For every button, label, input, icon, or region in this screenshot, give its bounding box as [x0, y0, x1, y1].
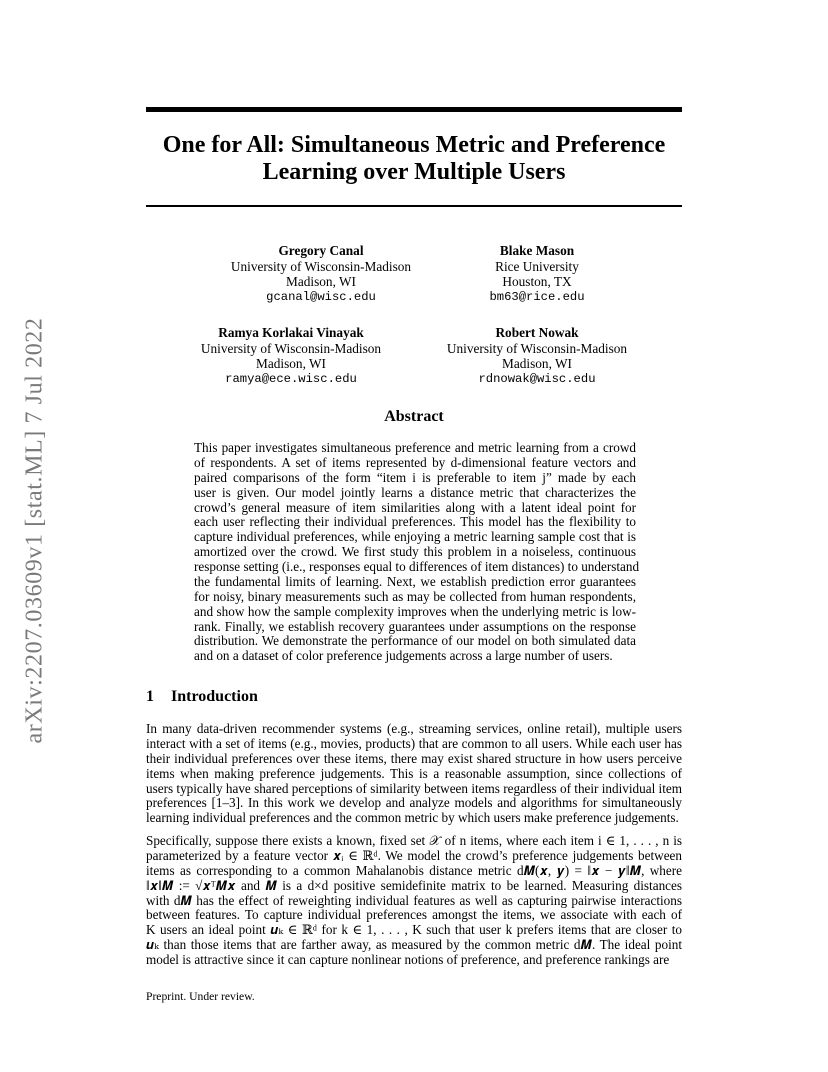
- author-name: Robert Nowak: [495, 325, 579, 340]
- title-top-rule: [146, 107, 682, 112]
- abstract-line: of respondents. A set of items represented by d-dimensional feature vectors and: [194, 454, 636, 470]
- intro-paragraph-1: [146, 722, 682, 826]
- author-affiliation: University of Wisconsin-Madison: [200, 340, 382, 356]
- abstract-line: capture individual preferences, while enjoying a metric learning sample cost that is: [194, 529, 636, 545]
- author-affiliation: Rice University: [495, 258, 579, 274]
- author-email: bm63@rice.edu: [489, 289, 585, 304]
- abstract-line: and show how the sample complexity improves when the underlying metric is low-: [194, 603, 636, 619]
- body-line: their individual preferences over these items, there may exist shared structure in how users perceive: [146, 750, 682, 766]
- section-number: 1: [146, 688, 154, 705]
- author-affiliation: University of Wisconsin-Madison: [446, 340, 628, 356]
- abstract-line: response setting (i.e., responses equal to differences of item distances) to understand: [194, 559, 640, 574]
- abstract-line: This paper investigates simultaneous preference and metric learning from a crowd: [194, 440, 636, 455]
- body-line: learning individual preferences and the common metric by which users make preference judgements.: [146, 810, 679, 826]
- body-line: K users an ideal point 𝒖ₖ ∈ ℝᵈ for k ∈ 1, . . . , K such that user k prefers items that are closer to: [146, 922, 682, 938]
- abstract-line: crowd’s general measure of item similarities along with a latent ideal point for: [194, 499, 636, 515]
- paper-title: [146, 132, 682, 186]
- author-email: ramya@ece.wisc.edu: [225, 371, 357, 386]
- abstract-line: each user reflecting their individual preferences. This model has the flexibility to: [194, 514, 636, 530]
- body-line: interact with a set of items (e.g., movies, products) that are common to all users. While each user has: [146, 735, 682, 751]
- author-block: [211, 243, 431, 305]
- author-location: Madison, WI: [256, 356, 326, 371]
- body-line: items when making preference judgements. This is a reasonable assumption, since collections of: [146, 765, 682, 781]
- intro-paragraph-2: [146, 834, 682, 968]
- abstract-line: paired comparisons of the form “item i is preferable to item j” made by each: [194, 469, 636, 485]
- author-location: Houston, TX: [502, 274, 572, 289]
- body-line: Specifically, suppose there exists a known, fixed set 𝒳 of n items, where each item i ∈ 1, . . . , n is: [146, 833, 682, 848]
- footer-note: Preprint. Under review.: [146, 990, 255, 1003]
- arxiv-identifier-text: arXiv:2207.03609v1 [stat.ML] 7 Jul 2022: [21, 316, 48, 744]
- author-email: gcanal@wisc.edu: [266, 289, 376, 304]
- abstract-line: user is given. Our model jointly learns a distance metric that characterizes the: [194, 484, 636, 500]
- body-line: users typically have shared perceptions of similarity between items regardless of their individual item: [146, 780, 682, 796]
- author-block: [181, 325, 401, 387]
- arxiv-identifier: [5, 290, 65, 770]
- abstract-heading: Abstract: [384, 408, 444, 425]
- body-line: In many data-driven recommender systems (e.g., streaming services, online retail), multiple users: [146, 721, 682, 736]
- author-name: Gregory Canal: [278, 243, 364, 258]
- abstract-line: amortized over the crowd. We first study this problem in a noiseless, continuous: [194, 544, 636, 560]
- section-heading: [146, 688, 258, 706]
- title-bottom-rule: [146, 205, 682, 207]
- abstract-line: distribution. We demonstrate the performance of our model on both simulated data: [194, 633, 636, 649]
- author-block: [427, 325, 647, 387]
- abstract-line: the fundamental limits of learning. Next, we establish prediction error guarantees: [194, 573, 636, 589]
- title-line-2: Learning over Multiple Users: [262, 159, 566, 185]
- abstract-line: for noisy, binary measurements such as may be collected from human respondents,: [194, 588, 636, 604]
- body-line: model is attractive since it can capture nonlinear notions of preference, and preference rankings are: [146, 952, 670, 967]
- abstract-line: and on a dataset of color preference judgements across a large number of users.: [194, 648, 613, 664]
- body-line: 𝒖ₖ than those items that are farther away, as measured by the common metric d𝑴. The ideal point: [146, 937, 682, 953]
- body-line: between features. To capture individual preferences amongst the items, we associate with each of: [146, 907, 682, 923]
- author-affiliation: University of Wisconsin-Madison: [230, 258, 412, 274]
- author-block: [437, 243, 637, 305]
- body-line: items as corresponding to a common Mahalanobis distance metric d𝑴(𝒙, 𝒚) = ‖𝒙 − 𝒚‖𝑴, where: [146, 862, 682, 878]
- abstract-line: rank. Finally, we establish recovery guarantees under assumptions on the response: [194, 618, 636, 634]
- author-name: Blake Mason: [499, 243, 575, 258]
- body-line: preferences [1–3]. In this work we develop and analyze models and algorithms for simultaneously: [146, 795, 682, 811]
- body-line: ‖𝒙‖𝑴 := √𝒙ᵀ𝑴𝒙 and 𝑴 is a d×d positive semidefinite matrix to be learned. Measuring distances: [146, 877, 682, 893]
- author-location: Madison, WI: [286, 274, 356, 289]
- abstract-body: [194, 440, 640, 664]
- section-title: Introduction: [171, 688, 258, 705]
- body-line: with d𝑴 has the effect of reweighting individual features as well as capturing pairwise interactions: [146, 892, 682, 908]
- body-line: parameterized by a feature vector 𝒙ᵢ ∈ ℝᵈ. We model the crowd’s preference judgements between: [146, 847, 682, 863]
- author-email: rdnowak@wisc.edu: [478, 371, 596, 386]
- title-line-1: One for All: Simultaneous Metric and Preference: [162, 132, 666, 158]
- author-name: Ramya Korlakai Vinayak: [218, 325, 364, 340]
- author-location: Madison, WI: [502, 356, 572, 371]
